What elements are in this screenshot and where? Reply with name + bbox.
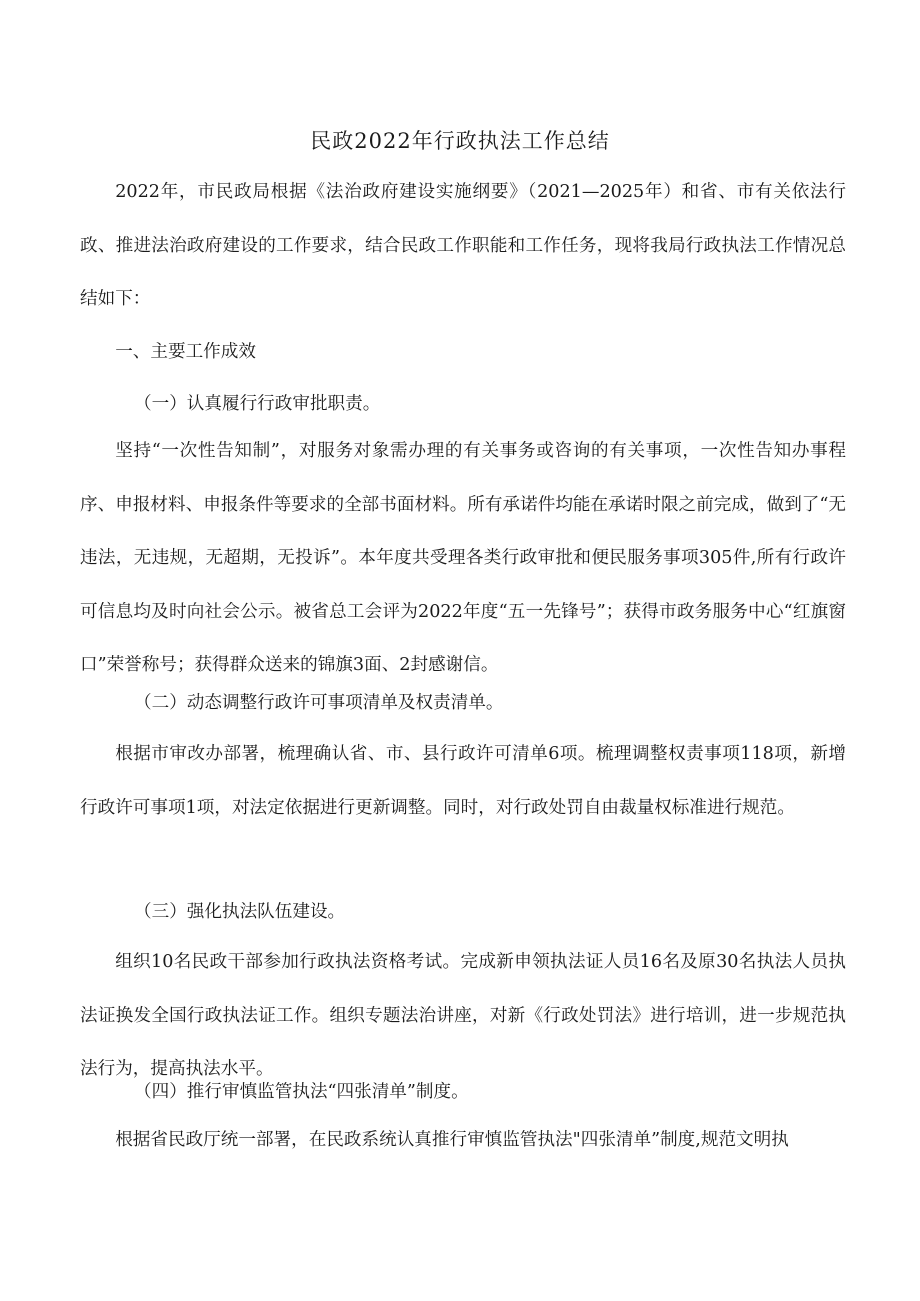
document-title: 民政2022年行政执法工作总结 (310, 129, 610, 153)
subsection-body-2: 根据市审改办部署，梳理确认省、市、县行政许可清单6项。梳理调整权责事项118项，新增行政许可事项1项，对法定依据进行更新调整。同时，对行政处罚自由裁量权标准进行规范。 (80, 744, 846, 818)
section-heading-1: 一、主要工作成效 (115, 342, 256, 362)
subsection-heading-4: （四）推行审慎监管执法“四张清单”制度。 (134, 1082, 469, 1102)
subsection-heading-1: （一）认真履行行政审批职责。 (134, 394, 381, 414)
subsection-heading-2: （二）动态调整行政许可事项清单及权责清单。 (134, 693, 504, 713)
subsection-body-3: 组织10名民政干部参加行政执法资格考试。完成新申领执法证人员16名及原30名执法人员执法证换发全国行政执法证工作。组织专题法治讲座，对新《行政处罚法》进行培训，进一步规范执法行为，提高执法水平。 (80, 952, 846, 1079)
subsection-body-1: 坚持“一次性告知制”，对服务对象需办理的有关事务或咨询的有关事项，一次性告知办事程序、申报材料、申报条件等要求的全部书面材料。所有承诺件均能在承诺时限之前完成，做到了“无违法，无违规，无超期，无投诉”。本年度共受理各类行政审批和便民服务事项305件,所有行政许可信息均及时向社会公示。被省总工会评为2022年度“五一先锋号”；获得市政务服务中心“红旗窗口”荣誉称号；获得群众送来的锦旗3面、2封感谢信。 (80, 441, 846, 675)
intro-paragraph: 2022年，市民政局根据《法治政府建设实施纲要》（2021—2025年）和省、市有关依法行政、推进法治政府建设的工作要求，结合民政工作职能和工作任务，现将我局行政执法工作情况总结如下： (80, 182, 846, 309)
subsection-heading-3: （三）强化执法队伍建设。 (134, 902, 346, 922)
subsection-body-4: 根据省民政厅统一部署，在民政系统认真推行审慎监管执法"四张清单”制度,规范文明执 (115, 1130, 789, 1150)
